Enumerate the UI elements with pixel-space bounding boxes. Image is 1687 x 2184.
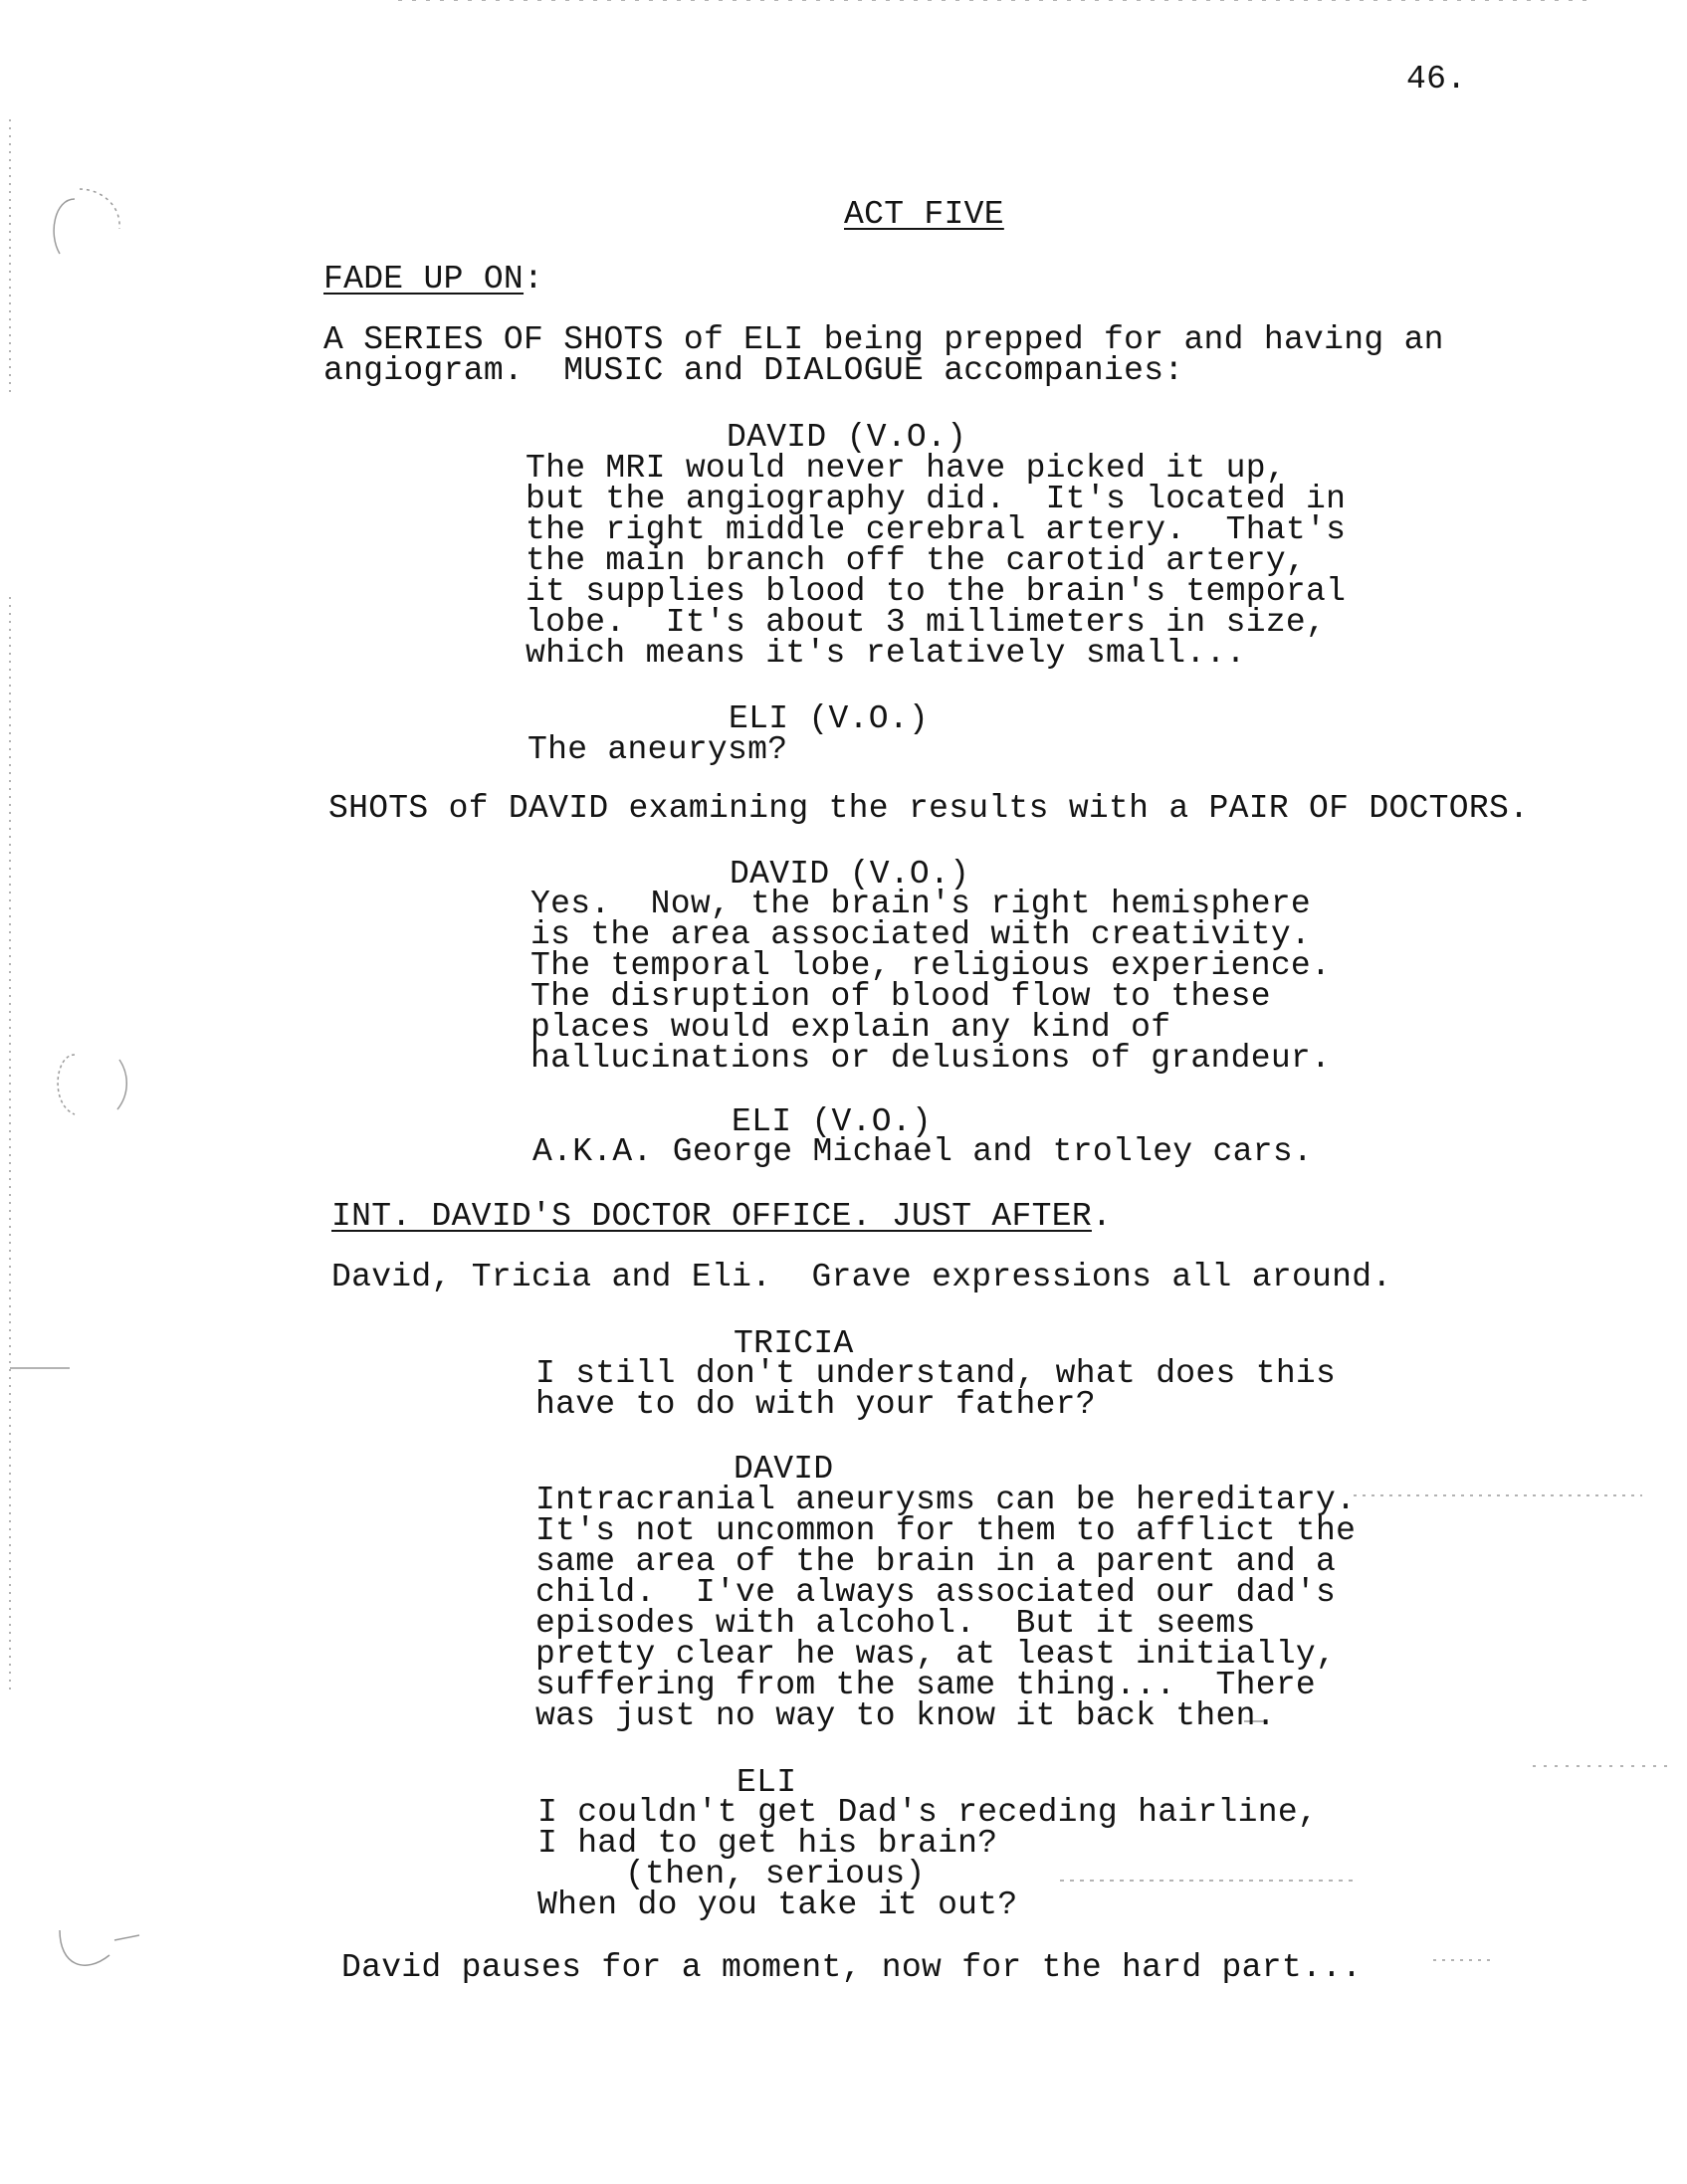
dialogue-line: When do you take it out? xyxy=(537,1886,1018,1923)
dialogue-line: episodes with alcohol. But it seems xyxy=(535,1605,1256,1642)
dialogue-line: is the area associated with creativity. xyxy=(530,916,1312,953)
character-cue: ELI (V.O.) xyxy=(732,1103,933,1140)
dialogue-line: which means it's relatively small... xyxy=(526,635,1246,672)
dialogue-line: have to do with your father? xyxy=(535,1386,1096,1423)
action-line: A SERIES OF SHOTS of ELI being prepped for and having an xyxy=(323,321,1444,358)
dialogue-line: It's not uncommon for them to afflict the xyxy=(535,1512,1357,1549)
action-line: David, Tricia and Eli. Grave expressions all around. xyxy=(331,1259,1392,1295)
action-line: angiogram. MUSIC and DIALOGUE accompanies: xyxy=(323,352,1184,389)
character-cue: TRICIA xyxy=(734,1325,854,1362)
dialogue-line: pretty clear he was, at least initially, xyxy=(535,1636,1337,1673)
character-cue: DAVID (V.O.) xyxy=(730,856,970,893)
dialogue-line: The temporal lobe, religious experience. xyxy=(530,947,1332,984)
dialogue-line: same area of the brain in a parent and a xyxy=(535,1543,1337,1580)
dialogue-line: The disruption of blood flow to these xyxy=(530,978,1271,1015)
dialogue-line: was just no way to know it back then. xyxy=(535,1697,1276,1734)
action-line: David pauses for a moment, now for the hard part... xyxy=(341,1949,1363,1986)
transition-text: FADE UP ON xyxy=(323,261,525,298)
dialogue-line: the main branch off the carotid artery, xyxy=(526,542,1307,579)
dialogue-line: I had to get his brain? xyxy=(537,1825,998,1862)
dialogue-line: The aneurysm? xyxy=(527,731,788,768)
dialogue-line: but the angiography did. It's located in xyxy=(526,481,1347,517)
dialogue-line: I still don't understand, what does this xyxy=(535,1355,1337,1392)
action-line: SHOTS of DAVID examining the results with a PAIR OF DOCTORS. xyxy=(328,790,1530,827)
dialogue-line: child. I've always associated our dad's xyxy=(535,1574,1337,1611)
dialogue-line: lobe. It's about 3 millimeters in size, xyxy=(526,604,1327,641)
character-cue: ELI xyxy=(737,1764,797,1801)
act-heading: ACT FIVE xyxy=(844,196,1004,233)
dialogue-line: hallucinations or delusions of grandeur. xyxy=(530,1040,1332,1077)
transition-suffix: : xyxy=(524,261,544,298)
dialogue-line: Yes. Now, the brain's right hemisphere xyxy=(530,886,1312,922)
parenthetical: (then, serious) xyxy=(625,1856,926,1892)
dialogue-line: The MRI would never have picked it up, xyxy=(526,450,1286,487)
dialogue-line: I couldn't get Dad's receding hairline, xyxy=(537,1794,1319,1831)
transition xyxy=(323,261,544,298)
dialogue-line: the right middle cerebral artery. That's xyxy=(526,511,1347,548)
scene-heading xyxy=(331,1198,1113,1235)
scene-heading-text: INT. DAVID'S DOCTOR OFFICE. JUST AFTER xyxy=(331,1198,1092,1235)
dialogue-line: places would explain any kind of xyxy=(530,1009,1171,1046)
dialogue-line: suffering from the same thing... There xyxy=(535,1667,1317,1703)
scene-heading-suffix: . xyxy=(1091,1198,1113,1235)
page-number: 46. xyxy=(1406,61,1467,98)
character-cue: DAVID (V.O.) xyxy=(727,419,967,456)
dialogue-line: Intracranial aneurysms can be hereditary. xyxy=(535,1482,1357,1518)
dialogue-line: A.K.A. George Michael and trolley cars. xyxy=(532,1133,1314,1170)
character-cue: ELI (V.O.) xyxy=(729,700,930,737)
character-cue: DAVID xyxy=(734,1451,834,1488)
dialogue-line: it supplies blood to the brain's temporal xyxy=(526,573,1347,610)
